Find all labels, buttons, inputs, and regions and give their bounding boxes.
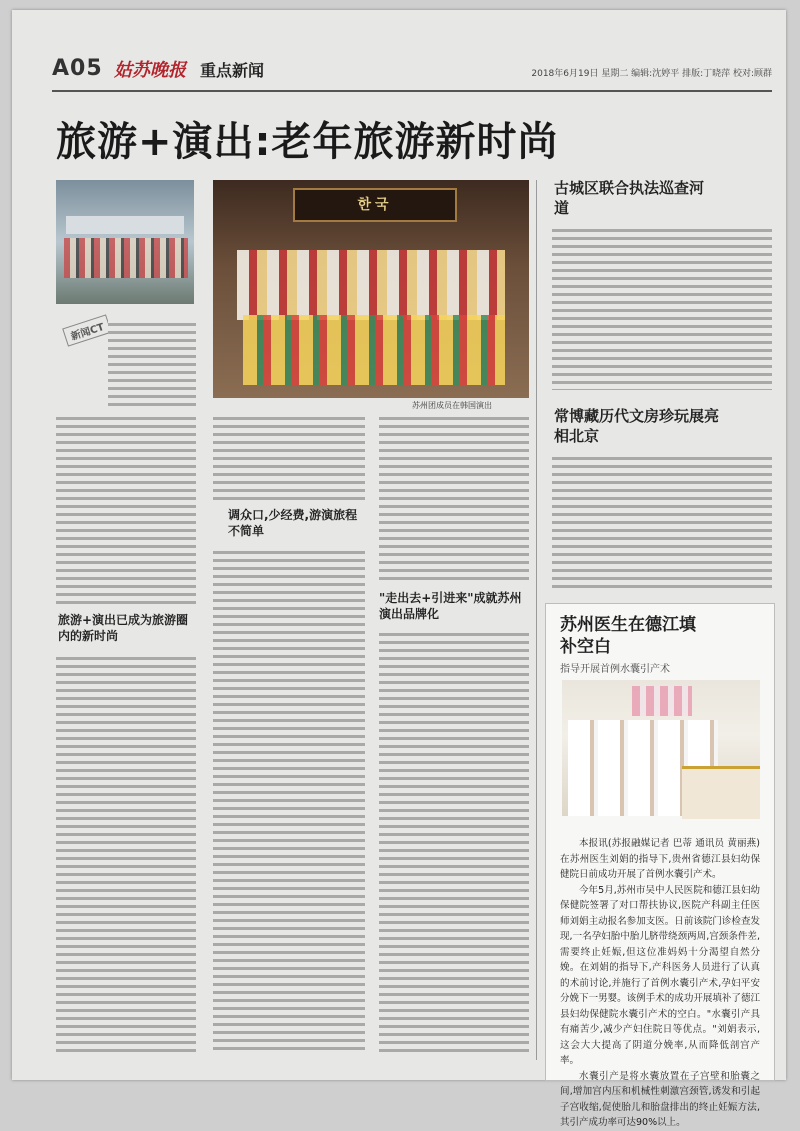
main-headline: 旅游+演出:老年旅游新时尚 [56,119,559,165]
highlight-body [560,836,760,1131]
performers-front-row [243,315,505,385]
hospital-photo [562,680,760,816]
sidebar-story-1-text [552,224,772,390]
newspaper-page [12,10,786,1128]
highlight-story-box [545,603,775,1128]
column-2-text-2 [213,546,365,1054]
sidebar-story-2-title: 常博藏历代文房珍玩展亮相北京 [554,407,720,445]
photo-signboard: 한국 [293,188,457,222]
subhead-3: "走出去+引进来"成就苏州演出品牌化 [379,591,522,621]
column-2-text [213,412,365,500]
date-line: 2018年6月19日 星期二 编辑:沈婷平 排版:丁晓萍 校对:顾群 [531,69,772,79]
photo-crowd [64,238,188,278]
page-number: A05 [52,56,103,81]
section-name: 重点新闻 [200,61,265,80]
sidebar-story-1-title: 古城区联合执法巡查河道 [554,179,705,217]
photo-hospital-bed [682,766,760,819]
photo-banner [66,216,184,234]
performers-back-row [237,250,505,320]
event-photo [56,180,194,304]
column-rule [536,180,537,1060]
column-3-text-2 [379,628,529,1054]
column-stamp: 新闻CT [62,314,112,346]
performance-photo [213,180,529,398]
newspaper-logo: 姑苏晚报 [114,60,186,81]
highlight-subtitle: 指导开展首例水囊引产术 [560,664,670,675]
header-rule [52,90,772,92]
column-3-text [379,412,529,582]
column-1-text-2 [56,652,196,1052]
photo-caption: 苏州团成员在韩国演出 [412,401,492,410]
byline-text [108,318,196,406]
subhead-2: 调众口,少经费,游演旅程不简单 [228,508,358,538]
highlight-paragraph-3: 水囊引产是将水囊放置在子宫壁和胎囊之间,增加宫内压和机械性刺激宫颈管,诱发和引起子宫收缩,促使胎儿和胎盘排出的终止妊娠方法,其引产成功率可达90%以上。 [560,1070,760,1128]
highlight-title: 苏州医生在德江填补空白 [560,615,696,657]
masthead [52,56,772,86]
photo-wall-decoration [632,686,692,716]
highlight-paragraph-1: 本报讯(苏报融媒记者 巴蒂 通讯员 黄丽燕)在苏州医生刘娟的指导下,贵州省德江县妇幼保健院日前成功开展了首例水囊引产术。 [560,838,760,880]
column-1-text [56,412,196,604]
subhead-1: 旅游+演出已成为旅游圈内的新时尚 [58,613,189,643]
sidebar-story-2-text [552,452,772,592]
highlight-paragraph-2: 今年5月,苏州市吴中人民医院和德江县妇幼保健院签署了对口帮扶协议,医院产科副主任医师刘娟主动报名参加支医。日前该院门诊检查发现,一名孕妇胎中胎儿脐带绕颈两周,宫颈条件差,需要终止妊娠,但这位准妈妈十分渴望自然分娩。在刘娟的指导下,产科医务人员进行了认真的术前讨论,并施行了首例水囊引产术,孕妇平安分娩下一男婴。该例手术的成功开展填补了德江县妇幼保健院水囊引产术的空白。"水囊引产具有痛苦少,减少产妇住院日等优点。"刘娟表示,这会大大提高了阴道分娩率,从而降低剖宫产率。 [560,884,760,1066]
